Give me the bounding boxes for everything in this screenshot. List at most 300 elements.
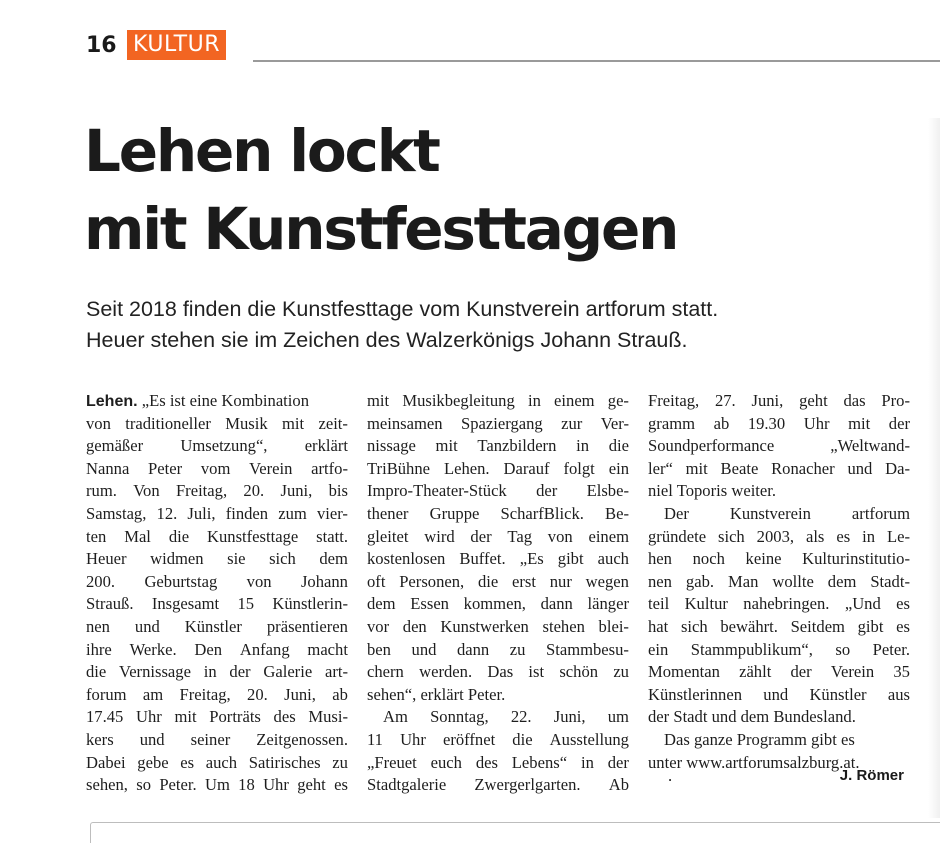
- word: Tag: [507, 526, 533, 546]
- word: in: [862, 526, 876, 546]
- body-line: [367, 593, 629, 616]
- byline: [648, 765, 904, 787]
- body-line: [367, 616, 629, 639]
- headline: [84, 112, 904, 268]
- word: es: [836, 526, 851, 546]
- word: ben: [367, 639, 391, 659]
- word: Johann: [300, 571, 348, 591]
- word: ScharfBlick.: [500, 503, 584, 523]
- word: nahebringen.: [743, 594, 830, 614]
- word: ler“: [648, 458, 673, 478]
- word: erst: [512, 571, 536, 591]
- body-line: [367, 729, 629, 752]
- body-line: [648, 548, 910, 571]
- word: Stammpublikum“,: [690, 639, 813, 659]
- word: Elsbe-: [586, 481, 629, 501]
- word: geht: [799, 391, 828, 410]
- word: Gruppe: [429, 503, 480, 523]
- word: Peter.: [159, 775, 197, 795]
- word: ten: [86, 526, 107, 546]
- body-line-text: „Es ist eine Kombination: [137, 391, 310, 410]
- body-line: sehen“, erklärt Peter.: [367, 684, 506, 704]
- word: Beate: [720, 458, 759, 478]
- word: Personen,: [399, 571, 465, 591]
- body-line: [86, 435, 348, 458]
- word: widmen: [150, 549, 204, 569]
- word: es: [896, 616, 910, 636]
- body-line: [648, 390, 910, 413]
- word: euch: [430, 752, 462, 772]
- page-number: 16: [86, 33, 117, 58]
- word: Musik: [225, 413, 268, 433]
- word: vier-: [316, 503, 348, 523]
- word: vom: [200, 458, 231, 478]
- word: die: [86, 662, 107, 682]
- word: Peter.: [872, 639, 910, 659]
- word: Künstler: [184, 616, 242, 636]
- word: das: [843, 391, 866, 410]
- body-line: [367, 480, 629, 503]
- word: zum: [278, 503, 307, 523]
- word: Sonntag,: [430, 707, 489, 727]
- word: die: [512, 729, 533, 749]
- word: ihre: [86, 639, 112, 659]
- page-edge-shadow: [928, 118, 940, 818]
- word: traditioneller: [125, 413, 211, 433]
- body-line: unter www.artforumsalzburg.at.: [648, 752, 860, 772]
- word: der: [536, 481, 558, 501]
- body-line: [367, 639, 629, 662]
- word: es: [180, 752, 195, 772]
- word: Ronacher: [771, 458, 835, 478]
- word: und: [847, 458, 873, 478]
- word: nissage: [367, 436, 416, 456]
- word: Le-: [886, 526, 910, 546]
- word: 27.: [714, 391, 736, 410]
- body-line: [648, 526, 910, 549]
- author-name: J. Römer: [839, 767, 904, 784]
- word: dem: [827, 571, 857, 591]
- word: Ab: [608, 775, 629, 795]
- word: hen: [648, 549, 672, 569]
- lead-line: Seit 2018 finden die Kunstfesttage vom Kunstverein artforum statt.: [86, 297, 719, 321]
- word: „Es: [519, 549, 544, 569]
- body-line: [367, 752, 629, 775]
- word: macht: [307, 639, 348, 659]
- word: 18: [238, 775, 255, 795]
- word: Pro-: [881, 391, 910, 410]
- word: ge-: [607, 391, 629, 410]
- word: rum.: [86, 481, 117, 501]
- word: nur: [549, 571, 572, 591]
- word: Zwergerlgarten.: [474, 775, 581, 795]
- word: Impro-Theater-Stück: [367, 481, 507, 501]
- word: ist: [528, 662, 545, 682]
- body-line: [367, 435, 629, 458]
- word: der: [790, 662, 812, 682]
- word: einem: [554, 391, 595, 410]
- word: blei-: [598, 616, 629, 636]
- word: Da-: [885, 458, 910, 478]
- word: Verein: [830, 662, 875, 682]
- word: von: [547, 526, 573, 546]
- word: bis: [328, 481, 348, 501]
- word: meinsamen: [367, 413, 443, 433]
- body-line: [367, 548, 629, 571]
- word: forum: [86, 684, 127, 704]
- word: Samstag,: [86, 503, 147, 523]
- body-line: [86, 729, 348, 752]
- word: Musi-: [308, 707, 348, 727]
- word: Musikbegleitung: [402, 391, 515, 410]
- body-line: [86, 548, 348, 571]
- word: Künstlerinnen: [648, 684, 743, 704]
- word: 17.45: [86, 707, 124, 727]
- body-line: [86, 593, 348, 616]
- word: Essen: [410, 594, 449, 614]
- kicker: Lehen.: [86, 393, 138, 410]
- word: wird: [424, 526, 455, 546]
- word: den: [402, 616, 427, 636]
- word: die: [168, 526, 190, 546]
- body-line: der Stadt und dem Bundesland.: [648, 707, 856, 727]
- byline-dot: .: [668, 766, 673, 785]
- word: Den: [194, 639, 223, 659]
- word: Juli,: [187, 503, 216, 523]
- word: Man: [727, 571, 759, 591]
- body-line: [648, 571, 910, 594]
- body-line: [367, 706, 629, 729]
- word: werden.: [419, 662, 473, 682]
- body-line: [86, 684, 348, 707]
- word: sich: [269, 549, 296, 569]
- word: als: [805, 526, 825, 546]
- word: kostenlosen: [367, 549, 446, 569]
- body-line: [86, 706, 348, 729]
- word: Der: [664, 503, 689, 523]
- word: aus: [887, 684, 910, 704]
- body-line: [648, 503, 910, 526]
- word: in: [576, 436, 589, 456]
- article-column-2: [367, 390, 629, 797]
- header-rule: [253, 60, 940, 62]
- body-line: [86, 571, 348, 594]
- word: Tanzbildern: [477, 436, 557, 456]
- word: gab.: [685, 571, 715, 591]
- word: stehen: [542, 616, 585, 636]
- word: die: [477, 571, 499, 591]
- word: Momentan: [648, 662, 720, 682]
- word: 15: [237, 594, 255, 614]
- word: Stammbesu-: [545, 639, 629, 659]
- word: Kulturinstitutio-: [802, 549, 910, 569]
- word: gebe: [137, 752, 169, 772]
- word: Juni,: [553, 707, 586, 727]
- word: des: [475, 752, 498, 772]
- word: 200.: [86, 571, 116, 591]
- word: 20.: [247, 684, 268, 704]
- word: eröffnet: [442, 729, 496, 749]
- word: ein: [608, 458, 629, 478]
- word: der: [607, 752, 629, 772]
- body-line: [86, 413, 348, 436]
- word: der: [888, 413, 910, 433]
- word: Lebens“: [511, 752, 568, 772]
- word: Freitag,: [648, 391, 700, 410]
- word: artforum: [851, 503, 910, 523]
- body-line: [86, 458, 348, 481]
- article-column-3: [648, 390, 910, 774]
- word: gründete: [648, 526, 707, 546]
- word: „Freuet: [367, 752, 417, 772]
- word: bewährt.: [720, 616, 778, 636]
- word: gibt: [557, 549, 584, 569]
- word: Zeitgenossen.: [256, 729, 348, 749]
- word: Juni,: [284, 684, 316, 704]
- body-line: [648, 435, 910, 458]
- word: Soundperformance: [648, 436, 775, 456]
- word: der: [470, 526, 492, 546]
- word: Kunstfesttage: [207, 526, 299, 546]
- word: nen: [86, 616, 110, 636]
- word: TriBühne: [367, 458, 431, 478]
- article-column-1: [86, 390, 348, 797]
- word: kers: [86, 729, 114, 749]
- word: kommen,: [463, 594, 526, 614]
- word: Ver-: [600, 413, 629, 433]
- word: Anfang: [239, 639, 290, 659]
- body-line: [367, 390, 629, 413]
- word: Ausstellung: [549, 729, 629, 749]
- word: 12.: [156, 503, 178, 523]
- word: ab: [713, 413, 730, 433]
- body-line: [367, 774, 629, 797]
- word: es: [334, 775, 348, 795]
- word: die: [608, 436, 629, 456]
- word: auch: [205, 752, 238, 772]
- word: chern: [367, 662, 404, 682]
- word: sie: [227, 549, 246, 569]
- word: Dabei: [86, 752, 126, 772]
- word: zu: [613, 662, 629, 682]
- word: folgt: [563, 458, 595, 478]
- body-line: [648, 593, 910, 616]
- word: hat: [648, 616, 669, 636]
- word: und: [139, 729, 165, 749]
- body-line: [648, 458, 910, 481]
- word: gibt: [857, 616, 884, 636]
- word: 11: [367, 729, 383, 749]
- word: „Und: [844, 594, 881, 614]
- word: mit: [685, 458, 708, 478]
- word: Von: [133, 481, 160, 501]
- word: Werke.: [129, 639, 177, 659]
- word: Stadtgalerie: [367, 775, 447, 795]
- word: 20.: [243, 481, 265, 501]
- word: und: [134, 616, 160, 636]
- word: einem: [588, 526, 629, 546]
- word: artfo-: [311, 458, 348, 478]
- word: und: [411, 639, 437, 659]
- word: 35: [893, 662, 910, 682]
- word: Galerie: [263, 662, 313, 682]
- word: Freitag,: [179, 684, 231, 704]
- word: in: [527, 391, 541, 410]
- word: dem: [319, 549, 348, 569]
- word: auch: [597, 549, 629, 569]
- word: Insgesamt: [151, 594, 220, 614]
- body-line: [86, 616, 348, 639]
- next-article-frame: [90, 822, 940, 843]
- word: Uhr: [136, 707, 162, 727]
- word: Kunstverein: [729, 503, 811, 523]
- word: art-: [324, 662, 348, 682]
- word: Am: [383, 707, 408, 727]
- word: mit: [174, 707, 197, 727]
- word: Peter: [148, 458, 183, 478]
- word: es: [896, 594, 910, 614]
- word: des: [273, 707, 296, 727]
- word: mit: [848, 413, 871, 433]
- word: Uhr: [803, 413, 830, 433]
- word: Seitdem: [790, 616, 845, 636]
- word: ab: [332, 684, 348, 704]
- word: gleitet: [367, 526, 409, 546]
- word: zählt: [739, 662, 772, 682]
- word: dann: [540, 594, 573, 614]
- word: Darauf: [503, 458, 550, 478]
- body-line: [367, 503, 629, 526]
- body-line: [86, 526, 348, 549]
- body-line: [648, 684, 910, 707]
- word: Verein: [249, 458, 293, 478]
- word: vor: [367, 616, 390, 636]
- word: Kunstwerken: [440, 616, 529, 636]
- word: Strauß.: [86, 594, 134, 614]
- body-line: [86, 503, 348, 526]
- body-line: [86, 639, 348, 662]
- headline-line: Lehen lockt: [84, 117, 439, 185]
- word: statt.: [316, 526, 348, 546]
- word: Künstler: [809, 684, 867, 704]
- word: Uhr: [400, 729, 426, 749]
- word: finden: [225, 503, 269, 523]
- body-line: [86, 480, 348, 503]
- word: Porträts: [209, 707, 261, 727]
- page-header: [86, 30, 940, 62]
- word: mit: [367, 391, 390, 410]
- headline-line: mit Kunstfesttagen: [84, 195, 678, 263]
- word: Freitag,: [175, 481, 228, 501]
- word: Geburtstag: [144, 571, 218, 591]
- word: gramm: [648, 413, 696, 433]
- body-line: Das ganze Programm gibt es: [664, 729, 855, 749]
- word: gemäßer: [86, 436, 144, 456]
- body-line: [367, 458, 629, 481]
- word: und: [763, 684, 789, 704]
- word: Künstlerin-: [272, 594, 348, 614]
- body-line: niel Toporis weiter.: [648, 481, 777, 501]
- word: ein: [648, 639, 669, 659]
- word: von: [86, 413, 111, 433]
- word: „Weltwand-: [830, 436, 910, 456]
- word: Satirisches: [248, 752, 321, 772]
- body-line: [86, 774, 348, 797]
- body-line: [648, 616, 910, 639]
- word: so: [136, 775, 152, 795]
- word: Lehen.: [443, 458, 490, 478]
- word: geht: [297, 775, 326, 795]
- body-line: [367, 526, 629, 549]
- word: nen: [648, 571, 672, 591]
- word: 2003,: [756, 526, 795, 546]
- word: keine: [745, 549, 782, 569]
- word: Be-: [605, 503, 629, 523]
- body-line: [648, 639, 910, 662]
- word: teil: [648, 594, 670, 614]
- word: erklärt: [304, 436, 348, 456]
- section-label: KULTUR: [127, 30, 226, 60]
- word: zur: [561, 413, 583, 433]
- word: der: [229, 662, 251, 682]
- word: länger: [587, 594, 629, 614]
- word: dann: [456, 639, 490, 659]
- word: Juni,: [280, 481, 313, 501]
- word: von: [246, 571, 272, 591]
- word: sich: [718, 526, 745, 546]
- word: Umsetzung“,: [180, 436, 268, 456]
- body-line: [367, 661, 629, 684]
- body-line: [367, 413, 629, 436]
- body-line: [648, 413, 910, 436]
- word: um: [607, 707, 629, 727]
- word: zu: [332, 752, 348, 772]
- word: seiner: [190, 729, 231, 749]
- word: sich: [680, 616, 708, 636]
- word: Uhr: [263, 775, 289, 795]
- word: am: [142, 684, 164, 704]
- word: thener: [367, 503, 409, 523]
- word: 19.30: [747, 413, 786, 433]
- word: wollte: [772, 571, 814, 591]
- body-line: [86, 661, 348, 684]
- word: so: [835, 639, 851, 659]
- word: in: [203, 662, 217, 682]
- body-line: [367, 571, 629, 594]
- word: zu: [509, 639, 526, 659]
- word: sehen,: [86, 775, 128, 795]
- word: Spaziergang: [461, 413, 543, 433]
- word: wegen: [585, 571, 629, 591]
- word: schön: [559, 662, 599, 682]
- word: Mal: [124, 526, 151, 546]
- word: Stadt-: [870, 571, 910, 591]
- word: präsentieren: [266, 616, 348, 636]
- word: Kultur: [684, 594, 728, 614]
- word: Heuer: [86, 549, 127, 569]
- body-line: [86, 752, 348, 775]
- word: dem: [367, 594, 396, 614]
- word: Um: [204, 775, 230, 795]
- word: noch: [692, 549, 725, 569]
- word: in: [580, 752, 594, 772]
- word: Vernissage: [119, 662, 191, 682]
- word: Juni,: [751, 391, 784, 410]
- lead-line: Heuer stehen sie im Zeichen des Walzerkönigs Johann Strauß.: [86, 328, 688, 352]
- word: oft: [367, 571, 386, 591]
- body-line: [86, 390, 348, 413]
- word: mit: [435, 436, 458, 456]
